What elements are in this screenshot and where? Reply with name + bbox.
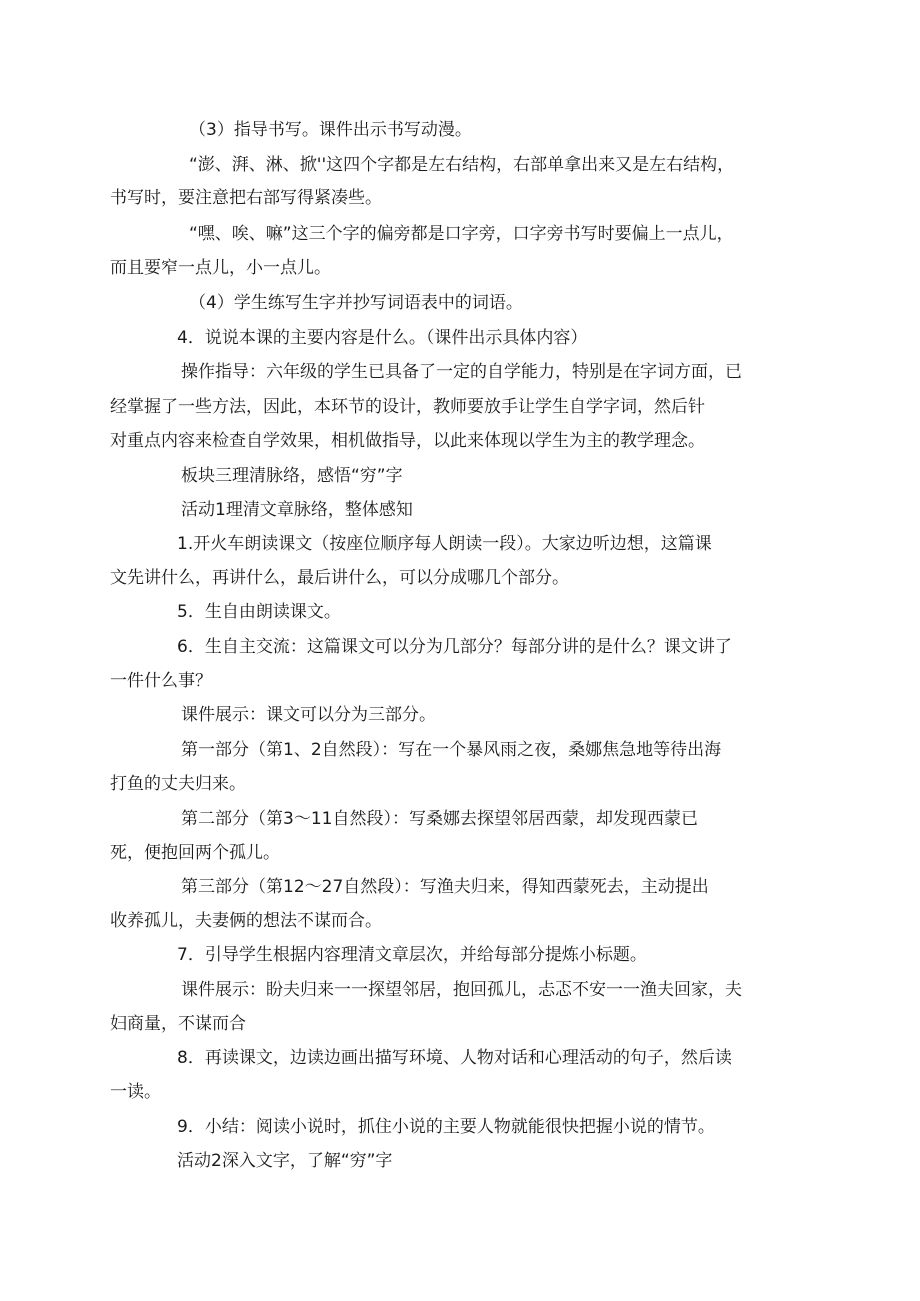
paragraph-line: 对重点内容来检查自学效果，相机做指导，以此来体现以学生为主的教学理念。 — [110, 431, 705, 451]
paragraph-line: 第二部分（第3〜11自然段）：写桑娜去探望邻居西蒙，却发现西蒙已 — [181, 809, 698, 829]
section-heading: 板块三理清脉络，感悟“穷”字 — [181, 466, 403, 486]
paragraph-line: 死，便抱回两个孤儿。 — [110, 843, 280, 863]
paragraph-line: 操作指导：六年级的学生已具备了一定的自学能力，特别是在字词方面，已 — [181, 362, 742, 382]
activity-heading: 活动1理清文章脉络，整体感知 — [181, 500, 413, 520]
paragraph-line: （4）学生练写生字并抄写词语表中的词语。 — [189, 293, 523, 313]
activity-heading: 活动2深入文字，了解“穷”字 — [177, 1151, 393, 1171]
paragraph-line: 打鱼的丈夫归来。 — [110, 774, 246, 794]
paragraph-line: 书写时，要注意把右部写得紧凑些。 — [110, 188, 382, 208]
paragraph-line: 5．生自由朗读课文。 — [177, 602, 341, 622]
paragraph-line: （3）指导书写。课件出示书写动漫。 — [189, 120, 472, 140]
paragraph-line: 9．小结：阅读小说时，抓住小说的主要人物就能很快把握小说的情节。 — [177, 1117, 715, 1137]
paragraph-line: “澎、湃、淋、掀''这四个字都是左右结构，右部单拿出来又是左右结构， — [189, 155, 735, 175]
paragraph-line: 第三部分（第12〜27自然段）：写渔夫归来，得知西蒙死去，主动提出 — [181, 877, 709, 897]
paragraph-line: 7．引导学生根据内容理清文章层次，并给每部分提炼小标题。 — [177, 945, 647, 965]
paragraph-line: 6．生自主交流：这篇课文可以分为几部分？每部分讲的是什么？课文讲了 — [177, 637, 732, 657]
paragraph-line: 而且要窄一点儿，小一点儿。 — [110, 258, 331, 278]
paragraph-line: 第一部分（第1、2自然段）：写在一个暴风雨之夜，桑娜焦急地等待出海 — [181, 740, 722, 760]
paragraph-line: 1.开火车朗读课文（按座位顺序每人朗读一段）。大家边听边想，这篇课 — [177, 534, 712, 554]
paragraph-line: 课件展示：课文可以分为三部分。 — [181, 705, 436, 725]
paragraph-line: 8．再读课文，边读边画出描写环境、人物对话和心理活动的句子，然后读 — [177, 1048, 732, 1068]
paragraph-line: 收养孤儿，夫妻俩的想法不谋而合。 — [110, 911, 382, 931]
paragraph-line: 文先讲什么，再讲什么，最后讲什么，可以分成哪几个部分。 — [110, 568, 569, 588]
paragraph-line: 一件什么事？ — [110, 671, 212, 691]
paragraph-line: 一读。 — [110, 1082, 161, 1102]
paragraph-line: 经掌握了一些方法，因此，本环节的设计，教师要放手让学生自学字词，然后针 — [110, 397, 705, 417]
paragraph-line: “嘿、唉、嘛”这三个字的偏旁都是口字旁，口字旁书写时要偏上一点儿， — [189, 224, 734, 244]
paragraph-line: 妇商量，不谋而合 — [110, 1014, 246, 1034]
paragraph-line: 课件展示：盼夫归来一一探望邻居，抱回孤儿，忐忑不安一一渔夫回家，夫 — [181, 980, 742, 1000]
paragraph-line: 4．说说本课的主要内容是什么。（课件出示具体内容） — [177, 328, 588, 348]
